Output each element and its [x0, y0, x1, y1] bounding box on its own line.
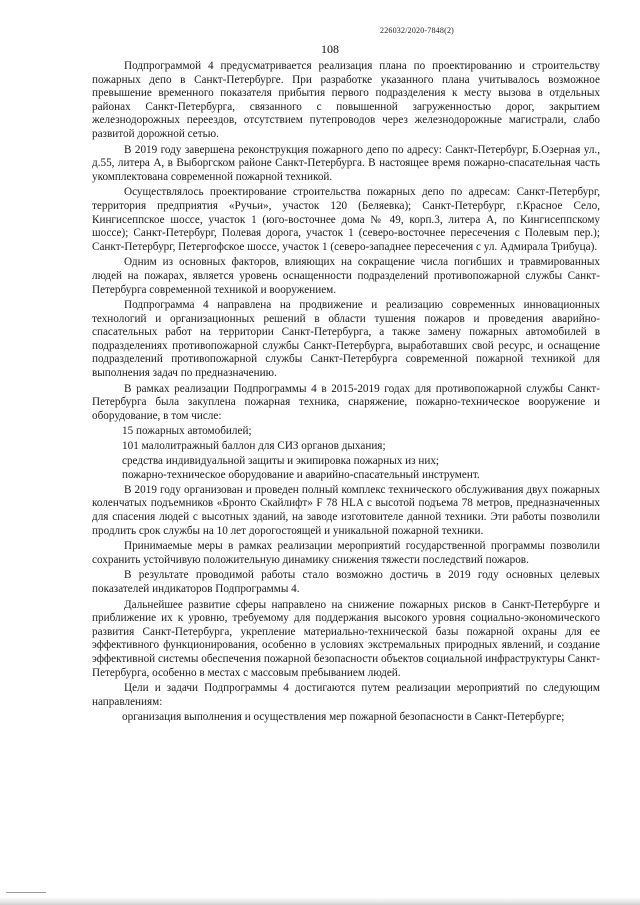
paragraph: В рамках реализации Подпрограммы 4 в 2015-2019 годах для противопожарной службы Санкт-Петербурга была закуплена пожарная техника, снаряжение, пожарно-техническое вооружение и оборудование, в том числе:	[92, 382, 600, 422]
paragraph: Осуществлялось проектирование строительства пожарных депо по адресам: Санкт-Петербург, территория предприятия «Ручьи», участок 120 (Беляевка); Санкт-Петербург, г.Красное Село, Кингисеппское шоссе, участок 1 (юго-восточнее дома № 49, корп.3, литера А, по Кингисеппскому шоссе); Санкт-Петербург, Полевая дорога, участок 1 (северо-восточнее пересечения с Полевым пер.); Санкт-Петербург, Петергофское шоссе, участок 1 (северо-западнее пересечения с ул. Адмирала Трибуца).	[92, 186, 600, 253]
paragraph: В 2019 году организован и проведен полный комплекс технического обслуживания двух пожарных коленчатых подъемников «Бронто Скайлифт» F 78 HLA с высотой подъема 78 метров, предназначенных для спасения людей с высотных зданий, на заводе изготовителе данной техники. Эти работы позволили продлить срок службы на 10 лет дорогостоящей и уникальной пожарной техники.	[92, 483, 600, 537]
paragraph: Цели и задачи Подпрограммы 4 достигаются путем реализации мероприятий по следующим направлениям:	[92, 682, 600, 708]
scan-edge-shadow	[0, 897, 640, 905]
document-id: 226032/2020-7848(2)	[380, 26, 455, 35]
paragraph: Одним из основных факторов, влияющих на сокращение числа погибших и травмированных людей на пожарах, является уровень оснащенности подразделений противопожарной службы Санкт-Петербурга современной техникой и вооружением.	[92, 256, 600, 296]
list-item: пожарно-техническое оборудование и аварийно-спасательный инструмент.	[122, 469, 480, 482]
list-item: средства индивидуальной защиты и экипировка пожарных из них;	[122, 454, 440, 467]
page-number: 108	[321, 42, 339, 56]
list-item: организация выполнения и осуществления мер пожарной безопасности в Санкт-Петербурге;	[122, 711, 565, 724]
scan-artifact-line	[6, 892, 46, 893]
paragraph: Дальнейшее развитие сферы направлено на снижение пожарных рисков в Санкт-Петербурге и приближение их к уровню, требуемому для поддержания высокого уровня социально-экономического развития Санкт-Петербурга, укрепление материально-технической базы пожарной охраны для ее эффективного функционирования, особенно в условиях экстремальных природных явлений, и создание эффективной системы обеспечения пожарной безопасности объектов социальной инфраструктуры Санкт-Петербурга, особенно в местах с массовым пребыванием людей.	[92, 598, 600, 679]
paragraph: Подпрограмма 4 направлена на продвижение и реализацию современных инновационных технологий и организационных решений в области тушения пожаров и проведения аварийно-спасательных работ на территории Санкт-Петербурга, а также замену пожарных автомобилей в подразделениях противопожарной службы Санкт-Петербурга, выработавших свой ресурс, и оснащение подразделений противопожарной службы Санкт-Петербурга современной пожарной техникой для выполнения задач по предназначению.	[92, 299, 600, 380]
list-item: 15 пожарных автомобилей;	[122, 425, 252, 438]
body-text	[92, 60, 600, 727]
paragraph: Принимаемые меры в рамках реализации мероприятий государственной программы позволили сохранить устойчивую положительную динамику снижения тяжести последствий пожаров.	[92, 540, 600, 566]
list-item: 101 малолитражный баллон для СИЗ органов дыхания;	[122, 440, 386, 453]
paragraph: В результате проводимой работы стало возможно достичь в 2019 году основных целевых показателей индикаторов Подпрограммы 4.	[92, 569, 600, 595]
paragraph: Подпрограммой 4 предусматривается реализация плана по проектированию и строительству пожарных депо в Санкт-Петербурге. При разработке указанного плана учитывалось возможное превышение временного показателя прибытия первого подразделения к месту вызова в отдельных районах Санкт-Петербурга, связанного с повышенной загруженностью дорог, закрытием железнодорожных переездов, отсутствием путепроводов через железнодорожные магистрали, слабо развитой дорожной сетью.	[92, 60, 600, 140]
paragraph: В 2019 году завершена реконструкция пожарного депо по адресу: Санкт-Петербург, Б.Озерная ул., д.55, литера А, в Выборгском районе Санкт-Петербурга. В настоящее время пожарно-спасательная часть укомплектована современной пожарной техникой.	[92, 143, 600, 183]
